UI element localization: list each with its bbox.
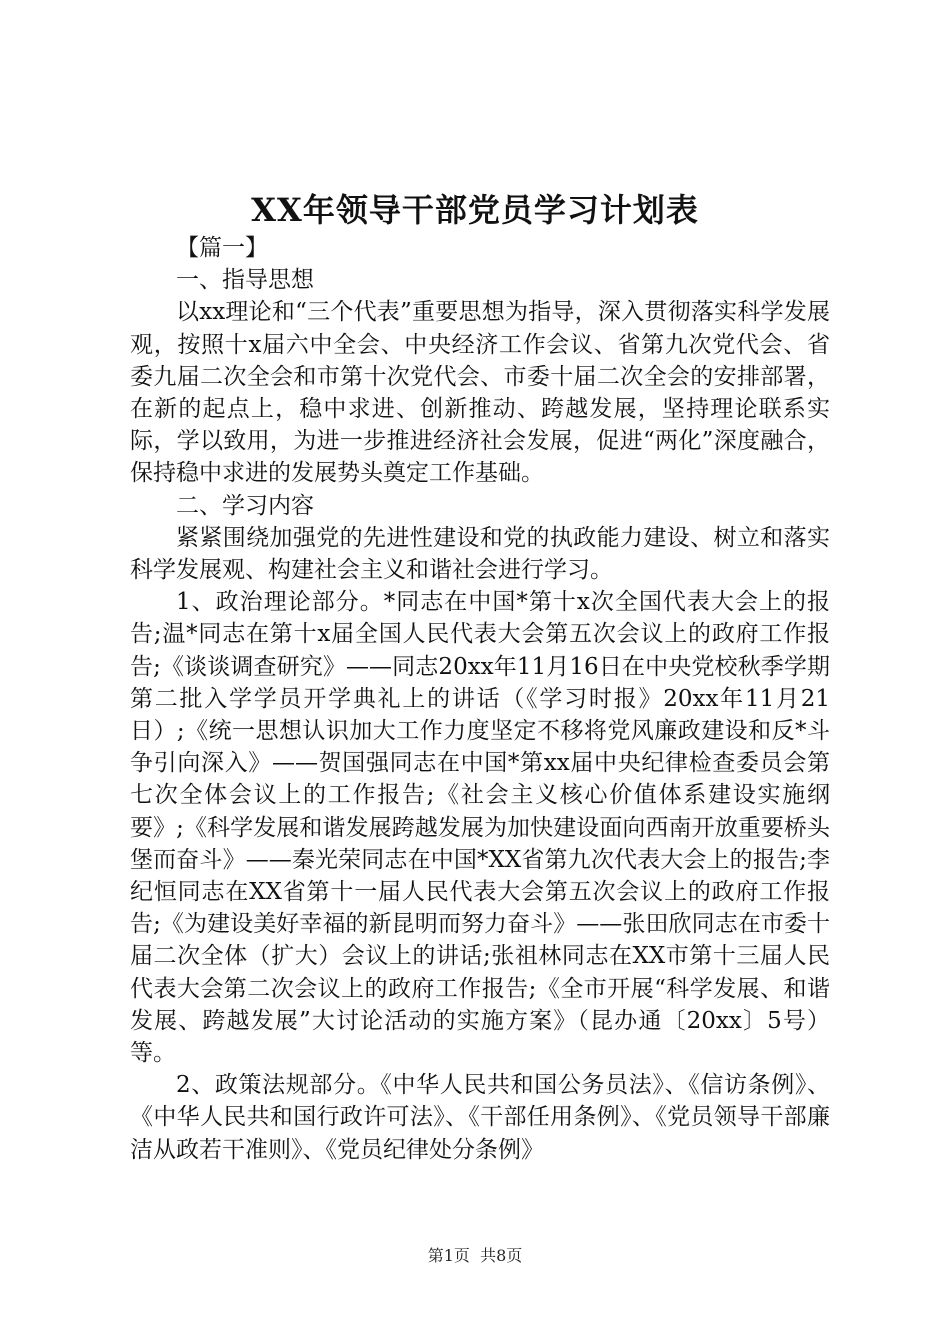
document-title: XX年领导干部党员学习计划表 bbox=[251, 191, 699, 229]
section-heading: 【篇一】 bbox=[176, 235, 268, 261]
page-number: 第1页 bbox=[427, 1246, 470, 1265]
document-body bbox=[130, 232, 830, 1166]
paragraph: 紧紧围绕加强党的先进性建设和党的执政能力建设、树立和落实科学发展观、构建社会主义和谐社会进行学习。 bbox=[130, 524, 830, 584]
page-total: 共8页 bbox=[480, 1246, 523, 1265]
paragraph: 以xx理论和“三个代表”重要思想为指导，深入贯彻落实科学发展观，按照十x届六中全会、中央经济工作会议、省第九次党代会、省委九届二次全会和市第十次党代会、市委十届二次全会的安排部署，在新的起点上，稳中求进、创新推动、跨越发展，坚持理论联系实际，学以致用，为进一步推进经济社会发展，促进“两化”深度融合，保持稳中求进的发展势头奠定工作基础。 bbox=[130, 299, 830, 487]
page-footer bbox=[0, 1244, 950, 1268]
subsection-heading: 二、学习内容 bbox=[176, 492, 314, 519]
subsection-heading: 一、指导思想 bbox=[176, 267, 314, 294]
paragraph: 2、政策法规部分。《中华人民共和国公务员法》、《信访条例》、《中华人民共和国行政许可法》、《干部任用条例》、《党员领导干部廉洁从政若干准则》、《党员纪律处分条例》 bbox=[130, 1072, 830, 1163]
paragraph: 1、政治理论部分。*同志在中国*第十x次全国代表大会上的报告;温*同志在第十x届全国人民代表大会第五次会议上的政府工作报告;《谈谈调查研究》——同志20xx年11月16日在中央党校秋季学期第二批入学学员开学典礼上的讲话（《学习时报》20xx年11月21日）;《统一思想认识加大工作力度坚定不移将党风廉政建设和反*斗争引向深入》——贺国强同志在中国*第xx届中央纪律检查委员会第七次全体会议上的工作报告;《社会主义核心价值体系建设实施纲要》;《科学发展和谐发展跨越发展为加快建设面向西南开放重要桥头堡而奋斗》——秦光荣同志在中国*XX省第九次代表大会上的报告;李纪恒同志在XX省第十一届人民代表大会第五次会议上的政府工作报告;《为建设美好幸福的新昆明而努力奋斗》——张田欣同志在市委十届二次全体（扩大）会议上的讲话;张祖林同志在XX市第十三届人民代表大会第二次会议上的政府工作报告;《全市开展“科学发展、和谐发展、跨越发展”大讨论活动的实施方案》（昆办通〔20xx〕5号）等。 bbox=[130, 589, 830, 1067]
